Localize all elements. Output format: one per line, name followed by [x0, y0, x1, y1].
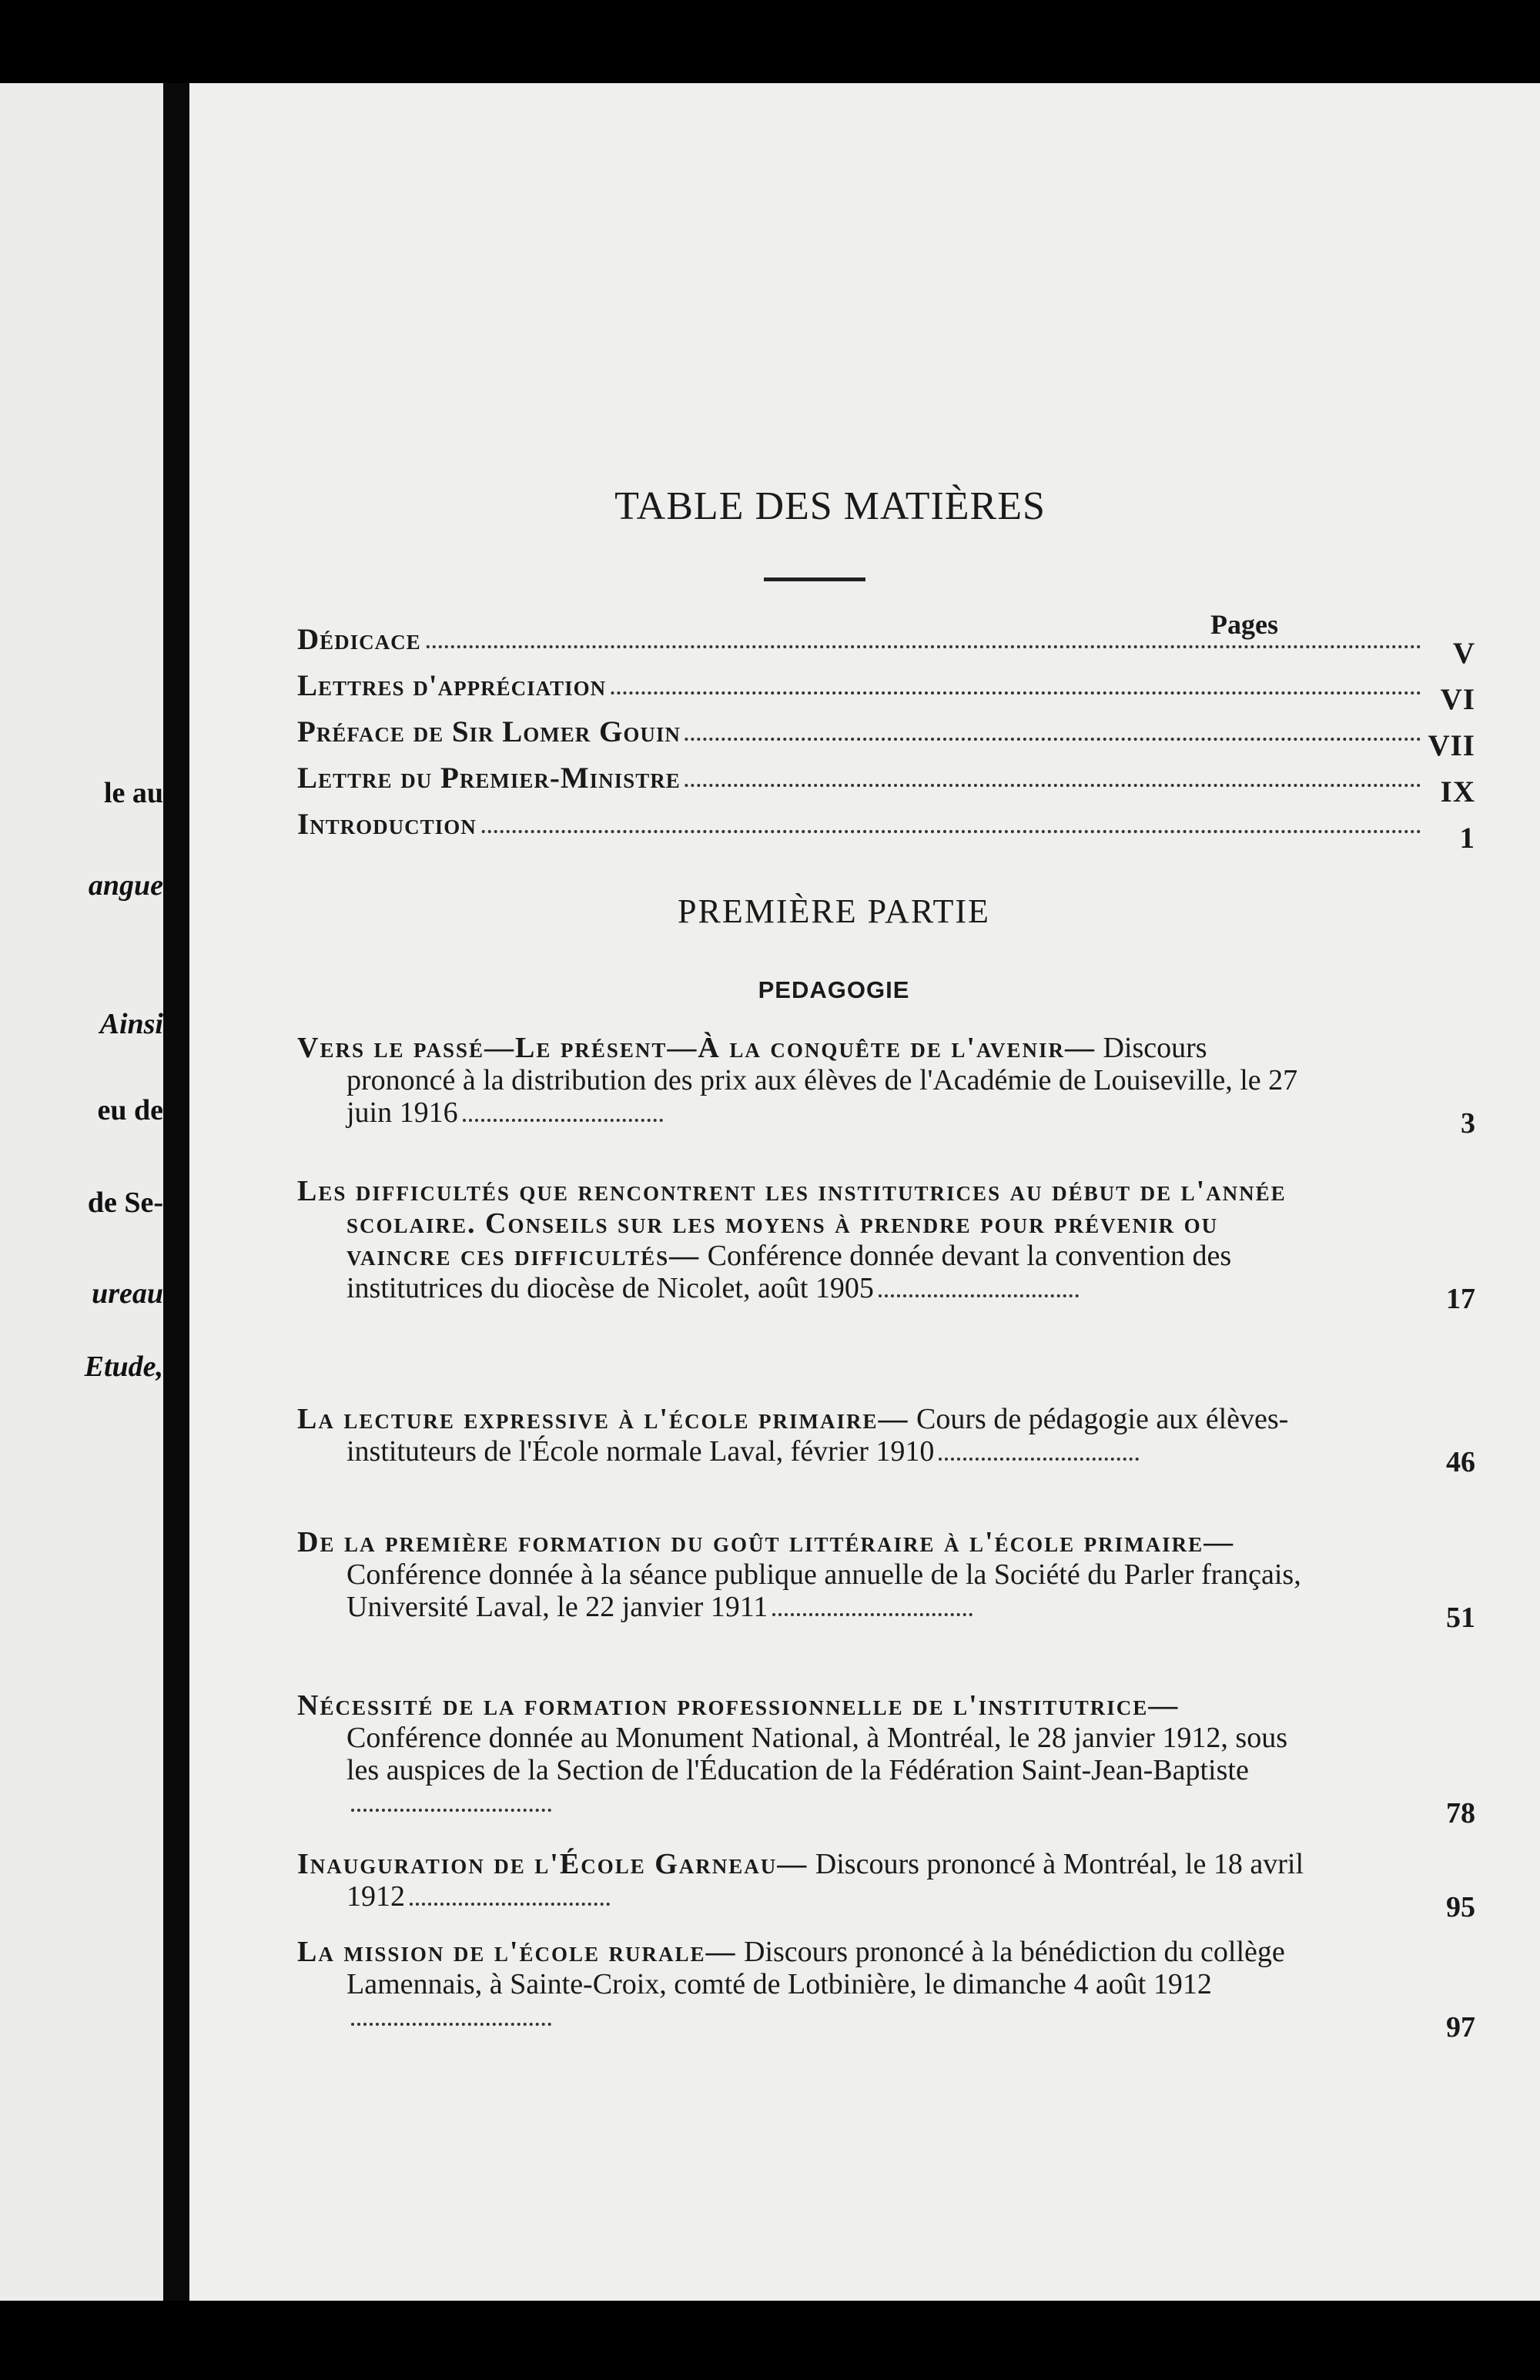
leader-dots	[879, 1294, 1079, 1297]
entry-heading: La mission de l'école rurale—	[297, 1936, 737, 1968]
entry-heading: Les difficultés que rencontrent les institutrices au début de l'année scolaire. Conseils sur les moyens à prendre pour prévenir ou vaincre ces difficultés—	[297, 1175, 1287, 1272]
toc-entry-page: 97	[1446, 2011, 1475, 2044]
toc-entry-label: Préface de Sir Lomer Gouin	[297, 715, 684, 749]
toc-entry-label: Dédicace	[297, 622, 424, 657]
toc-entry-page: V	[1452, 637, 1475, 670]
entry-heading: Vers le passé—Le présent—À la conquête de l'avenir—	[297, 1032, 1096, 1064]
entry-description: Conférence donnée devant la convention des institutrices du diocèse de Nicolet, août 1905	[346, 1240, 1232, 1304]
toc-entry-page: 1	[1459, 822, 1475, 855]
section-title: PEDAGOGIE	[758, 976, 910, 1003]
leader-dots	[351, 2023, 551, 2026]
toc-entry-page: 3	[1461, 1107, 1475, 1140]
toc-entry-label: Lettre du Premier-Ministre	[297, 761, 684, 795]
toc-entry-introduction[interactable]	[297, 807, 1483, 853]
front-matter-list	[297, 622, 1483, 853]
toc-entry-lettre-ministre[interactable]	[297, 761, 1483, 807]
toc-entry-label: Introduction	[297, 807, 480, 842]
title-rule	[764, 577, 865, 581]
facing-page-line: le au	[103, 777, 163, 809]
entry-heading: Inauguration de l'École Garneau—	[297, 1848, 808, 1880]
facing-page-line: angue	[88, 869, 163, 902]
toc-entry-page: IX	[1440, 775, 1475, 808]
leader-dots	[463, 1119, 663, 1122]
toc-entry-dedicace[interactable]	[297, 622, 1483, 668]
leader-dots	[410, 1903, 610, 1906]
toc-entry-preface[interactable]	[297, 715, 1483, 761]
toc-entry-page: 46	[1446, 1446, 1475, 1478]
facing-page-line: Etude,	[84, 1351, 163, 1383]
entry-description: Cours de pédagogie aux élèves-instituteurs de l'École normale Laval, février 1910	[346, 1403, 1289, 1468]
toc-entry[interactable]	[297, 1403, 1483, 1478]
book-gutter	[163, 83, 189, 2301]
toc-entry-label: Lettres d'appréciation	[297, 668, 609, 703]
pages-column-heading: Pages	[1210, 609, 1278, 640]
toc-entry-page: 51	[1446, 1602, 1475, 1634]
toc-entry[interactable]	[297, 1175, 1483, 1315]
entry-description: Conférence donnée au Monument National, à Montréal, le 28 janvier 1912, sous les auspices de la Section de l'Éducation de la Fédération Saint-Jean-Baptiste	[346, 1722, 1287, 1786]
entry-description: Discours prononcé à Montréal, le 18 avril 1912	[346, 1848, 1304, 1913]
toc-entry-page: VII	[1428, 729, 1475, 762]
toc-entry-page: 78	[1446, 1797, 1475, 1829]
toc-entry[interactable]	[297, 1032, 1483, 1140]
facing-page-line: Ainsi	[99, 1008, 163, 1040]
facing-page-line: ureau	[92, 1277, 163, 1310]
leader-dots	[772, 1613, 973, 1616]
facing-page-line: de Se-	[87, 1187, 163, 1219]
page-title: TABLE DES MATIÈRES	[614, 484, 1046, 528]
entry-description: Discours prononcé à la bénédiction du collège Lamennais, à Sainte-Croix, comté de Lotbinière, le dimanche 4 août 1912	[346, 1936, 1285, 2000]
facing-page-fragment	[0, 83, 163, 2301]
entry-heading: Nécessité de la formation professionnelle de l'institutrice—	[297, 1689, 1180, 1722]
toc-page	[189, 83, 1540, 2301]
entry-heading: La lecture expressive à l'école primaire—	[297, 1403, 909, 1435]
leader-dots	[297, 638, 1421, 648]
toc-entry[interactable]	[297, 1526, 1483, 1634]
entry-heading: De la première formation du goût littéraire à l'école primaire—	[297, 1526, 1235, 1558]
toc-entry-page: VI	[1440, 683, 1475, 716]
toc-entry-page: 95	[1446, 1891, 1475, 1923]
leader-dots	[351, 1809, 551, 1812]
part-title: PREMIÈRE PARTIE	[678, 892, 990, 930]
toc-entry[interactable]	[297, 1689, 1483, 1829]
entry-description: Discours prononcé à la distribution des prix aux élèves de l'Académie de Louiseville, le 27 juin 1916	[346, 1032, 1298, 1129]
entry-description: Conférence donnée à la séance publique annuelle de la Société du Parler français, Université Laval, le 22 janvier 1911	[346, 1558, 1301, 1623]
toc-entry-page: 17	[1446, 1283, 1475, 1315]
leader-dots	[939, 1458, 1139, 1461]
toc-entry[interactable]	[297, 1936, 1483, 2044]
toc-entry-lettres[interactable]	[297, 668, 1483, 715]
facing-page-line: eu de	[97, 1094, 163, 1126]
toc-entry[interactable]	[297, 1848, 1483, 1923]
